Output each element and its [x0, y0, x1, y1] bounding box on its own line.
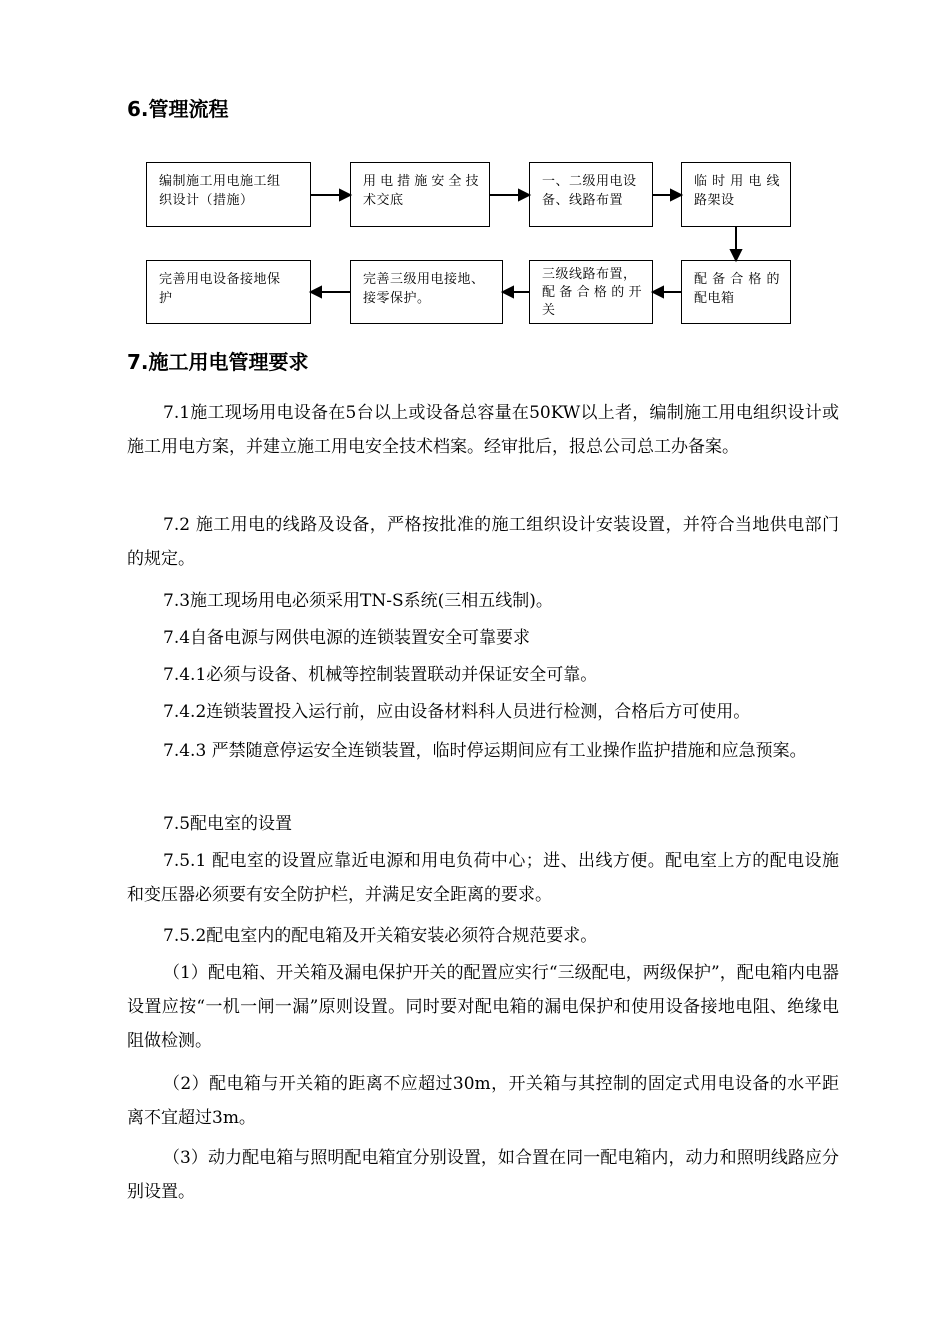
flow-step-6-line-3: 关: [542, 303, 556, 318]
paragraph-7-5-2: 7.5.2配电室内的配电箱及开关箱安装必须符合规范要求。: [163, 926, 598, 946]
flow-step-7-line-1: 完善三级用电接地、: [363, 272, 485, 287]
paragraph-7-5-1: 7.5.1 配电室的设置应靠近电源和用电负荷中心；进、出线方便。配电室上方的配电设施和变压器必须要有安全防护栏，并满足安全距离的要求。: [127, 851, 839, 905]
arrow-6-to-7-head: [503, 287, 513, 297]
arrow-7-to-8-head: [311, 287, 321, 297]
arrow-2-to-3-head: [519, 190, 529, 200]
flow-step-2-line-1: 用电措施安全技: [363, 174, 479, 189]
paragraph-7-1: 7.1施工现场用电设备在5台以上或设备总容量在50KW以上者，编制施工用电组织设计或施工用电方案，并建立施工用电安全技术档案。经审批后，报总公司总工办备案。: [127, 403, 839, 457]
paragraph-item-1: （1）配电箱、开关箱及漏电保护开关的配置应实行“三级配电，两级保护”，配电箱内电器设置应按“一机一闸一漏”原则设置。同时要对配电箱的漏电保护和使用设备接地电阻、绝缘电阻做检测。: [127, 963, 839, 1051]
flow-step-7-line-2: 接零保护。: [363, 291, 431, 306]
flow-step-4-line-1: 临时用电线: [694, 174, 780, 189]
flow-step-8-line-2: 护: [159, 291, 173, 306]
section-7-heading: 7.施工用电管理要求: [127, 350, 309, 374]
paragraph-7-4-3: 7.4.3 严禁随意停运安全连锁装置，临时停运期间应有工业操作监护措施和应急预案。: [163, 741, 807, 761]
flow-step-3-line-1: 一、二级用电设: [542, 174, 637, 189]
paragraph-7-4: 7.4自备电源与网供电源的连锁装置安全可靠要求: [163, 628, 531, 648]
section-6-heading: 6.管理流程: [127, 97, 229, 121]
flow-step-5-line-1: 配备合格的: [694, 272, 780, 287]
arrow-1-to-2-head: [340, 190, 350, 200]
paragraph-7-4-2: 7.4.2连锁装置投入运行前，应由设备材料科人员进行检测，合格后方可使用。: [163, 702, 751, 722]
flow-step-1-line-2: 织设计（措施）: [159, 193, 254, 208]
flow-step-4-line-2: 路架设: [694, 193, 735, 208]
flow-step-8-line-1: 完善用电设备接地保: [159, 272, 281, 287]
paragraph-7-5: 7.5配电室的设置: [163, 814, 293, 834]
arrow-3-to-4-head: [671, 190, 681, 200]
paragraph-item-3: （3）动力配电箱与照明配电箱宜分别设置，如合置在同一配电箱内，动力和照明线路应分别设置。: [127, 1148, 839, 1202]
flow-arrows: [0, 0, 950, 340]
flow-step-5-line-2: 配电箱: [694, 291, 735, 306]
paragraph-item-2: （2）配电箱与开关箱的距离不应超过30m，开关箱与其控制的固定式用电设备的水平距离不宜超过3m。: [127, 1074, 839, 1128]
arrow-5-to-6-head: [653, 287, 663, 297]
flow-step-2-line-2: 术交底: [363, 193, 404, 208]
flow-step-3-line-2: 备、线路布置: [542, 193, 624, 208]
flow-step-6-line-1: 三级线路布置，: [542, 267, 637, 282]
flow-step-1-line-1: 编制施工用电施工组: [159, 174, 281, 189]
arrow-4-to-5-head: [731, 250, 741, 260]
paragraph-7-3: 7.3施工现场用电必须采用TN-S系统(三相五线制)。: [163, 591, 553, 611]
flow-step-6-line-2: 配备合格的开: [542, 285, 642, 300]
paragraph-7-4-1: 7.4.1必须与设备、机械等控制装置联动并保证安全可靠。: [163, 665, 598, 685]
paragraph-7-2: 7.2 施工用电的线路及设备，严格按批准的施工组织设计安装设置，并符合当地供电部门的规定。: [127, 515, 839, 569]
